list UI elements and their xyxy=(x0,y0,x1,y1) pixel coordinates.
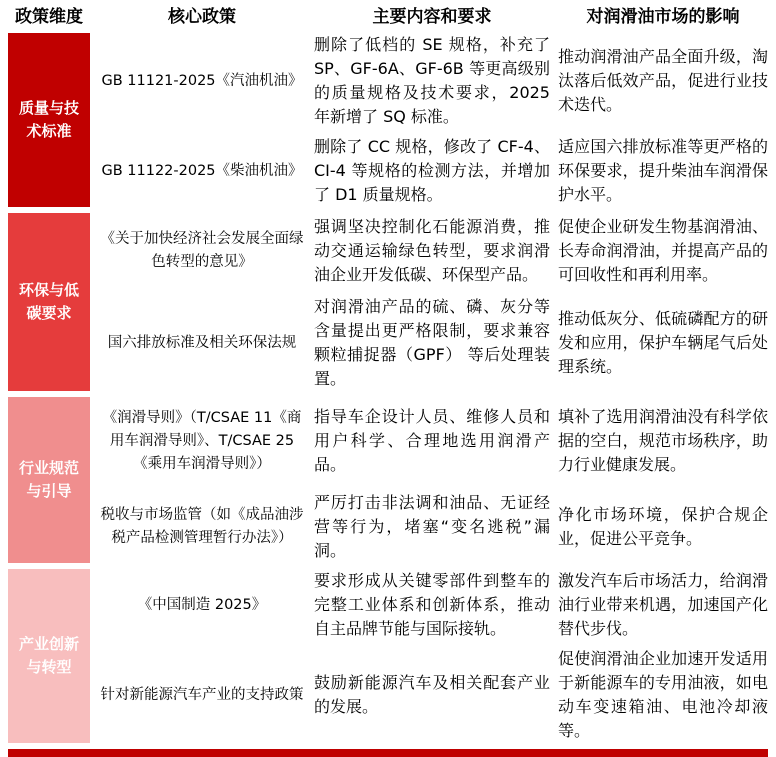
market-impact-cell: 激发汽车后市场活力，给润滑油行业带来机遇，加速国产化替代步伐。 xyxy=(558,571,768,638)
header-policy-dimension: 政策维度 xyxy=(15,7,83,27)
core-policy-cell: 《中国制造 2025》 xyxy=(137,596,267,613)
policy-group-industry-innovation xyxy=(8,569,768,743)
policy-content-cell: 鼓励新能源汽车及相关配套产业的发展。 xyxy=(314,673,550,716)
core-policy-cell: 国六排放标准及相关环保法规 xyxy=(107,334,297,351)
policy-dimension-label: 环保与低碳要求 xyxy=(18,280,79,322)
core-policy-cell: GB 11122-2025《柴油机油》 xyxy=(101,162,303,179)
policy-group-industry-guidance xyxy=(8,397,768,563)
policy-content-cell: 对润滑油产品的硫、磷、灰分等含量提出更严格限制，要求兼容颗粒捕捉器（GPF） 等后处理装置。 xyxy=(314,297,550,388)
policy-dimension-cell xyxy=(8,213,90,391)
policy-dimension-label: 行业规范与引导 xyxy=(18,458,79,500)
policy-content-cell: 严厉打击非法调和油品、无证经营等行为，堵塞“变名逃税”漏洞。 xyxy=(314,493,550,560)
policy-content-cell: 要求形成从关键零部件到整车的完整工业体系和创新体系，推动自主品牌节能与国际接轨。 xyxy=(314,571,550,638)
table-bottom-accent-bar xyxy=(8,749,768,757)
market-impact-cell: 促使企业研发生物基润滑油、长寿命润滑油，并提高产品的可回收性和再利用率。 xyxy=(558,217,768,284)
policy-content-cell: 指导车企设计人员、维修人员和用户科学、合理地选用润滑产品。 xyxy=(314,407,550,474)
header-main-content: 主要内容和要求 xyxy=(372,7,492,27)
policy-dimension-cell xyxy=(8,569,90,743)
policy-group-environment-lowcarbon xyxy=(8,213,768,391)
policy-dimension-cell xyxy=(8,33,90,207)
header-market-impact: 对润滑油市场的影响 xyxy=(586,7,740,27)
market-impact-cell: 适应国六排放标准等更严格的环保要求，提升柴油车润滑保护水平。 xyxy=(558,137,768,204)
core-policy-cell: GB 11121-2025《汽油机油》 xyxy=(101,72,303,89)
policy-content-cell: 强调坚决控制化石能源消费，推动交通运输绿色转型，要求润滑油企业开发低碳、环保型产品。 xyxy=(314,217,550,284)
market-impact-cell: 填补了选用润滑油没有科学依据的空白，规范市场秩序，助力行业健康发展。 xyxy=(558,407,768,474)
table-header-row xyxy=(8,5,768,29)
core-policy-cell: 税收与市场监管（如《成品油涉税产品检测管理暂行办法》） xyxy=(100,507,304,546)
market-impact-cell: 推动润滑油产品全面升级，淘汰落后低效产品，促进行业技术迭代。 xyxy=(558,47,768,114)
policy-dimension-cell xyxy=(8,397,90,563)
policy-content-cell: 删除了 CC 规格，修改了 CF-4、CI-4 等规格的检测方法，并增加了 D1 质量规格。 xyxy=(314,137,550,204)
policy-dimension-label: 质量与技术标准 xyxy=(18,98,79,140)
market-impact-cell: 促使润滑油企业加速开发适用于新能源车的专用油液，如电动车变速箱油、电池冷却液等。 xyxy=(558,649,768,740)
header-core-policy: 核心政策 xyxy=(168,7,236,27)
core-policy-cell: 《润滑导则》（T/CSAE 11《商用车润滑导则》、T/CSAE 25《乘用车润滑导则》） xyxy=(102,409,302,472)
policy-content-cell: 删除了低档的 SE 规格，补充了 SP、GF-6A、GF-6B 等更高级别的质量规格及技术要求，2025 年新增了 SQ 标准。 xyxy=(314,35,550,126)
core-policy-cell: 针对新能源汽车产业的支持政策 xyxy=(100,686,304,703)
market-impact-cell: 净化市场环境，保护合规企业，促进公平竞争。 xyxy=(558,505,768,548)
policy-dimension-label: 产业创新与转型 xyxy=(18,634,79,676)
market-impact-cell: 推动低灰分、低硫磷配方的研发和应用，保护车辆尾气后处理系统。 xyxy=(558,309,768,376)
policy-group-quality-standards xyxy=(8,33,768,207)
core-policy-cell: 《关于加快经济社会发展全面绿色转型的意见》 xyxy=(100,231,304,270)
